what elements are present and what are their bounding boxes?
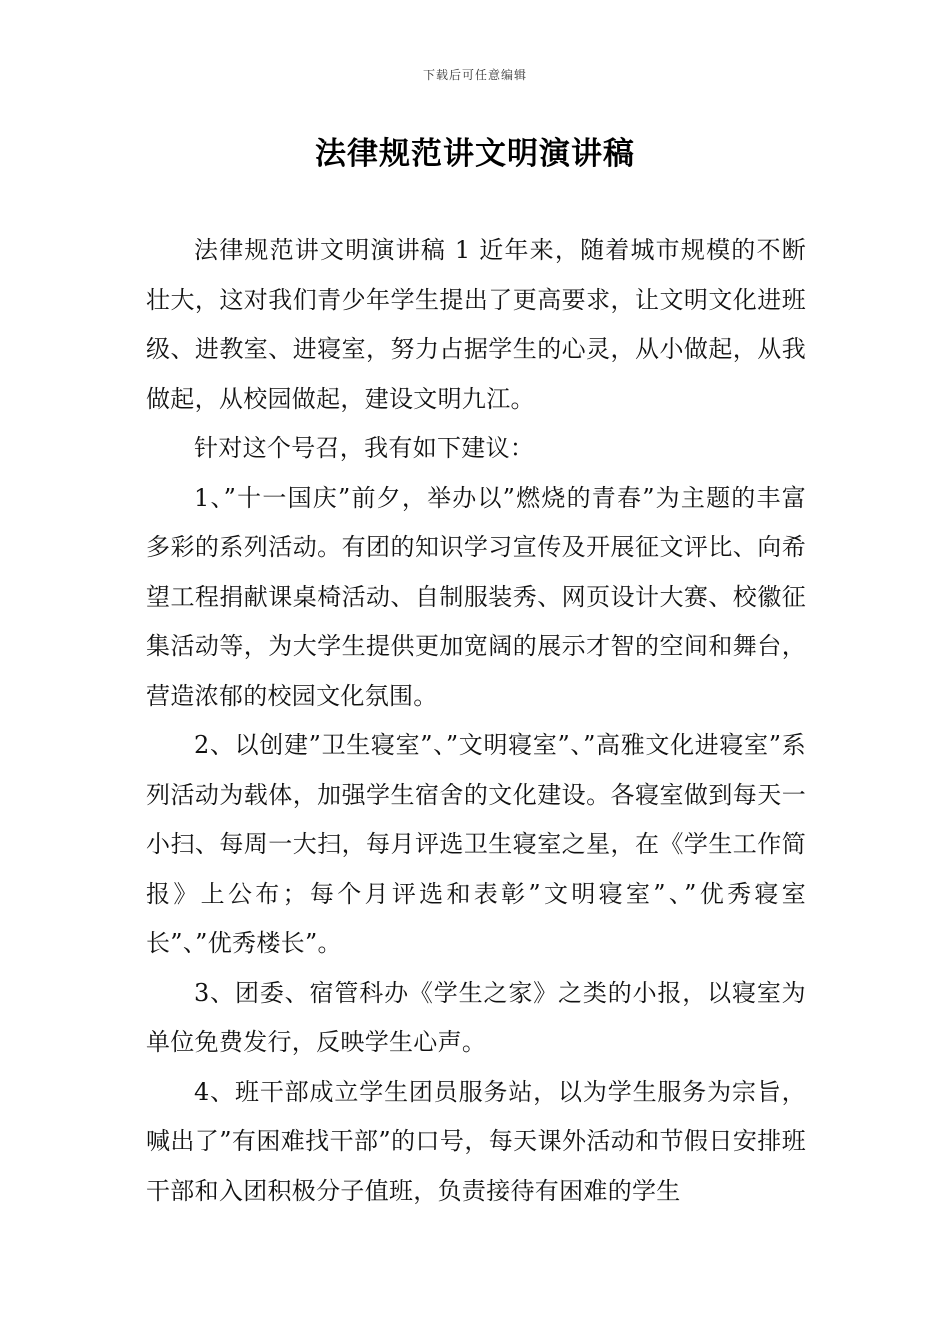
- paragraph-intro: 法律规范讲文明演讲稿 1 近年来，随着城市规模的不断壮大，这对我们青少年学生提出了更高要求，让文明文化进班级、进教室、进寝室，努力占据学生的心灵，从小做起，从我做起，从校园做起，建设文明九江。: [146, 236, 806, 413]
- paragraph-proposal-lead: 针对这个号召，我有如下建议：: [194, 434, 535, 462]
- header-note: 下载后可任意编辑: [422, 68, 527, 82]
- paragraph-suggestion-1: 1、”十一国庆”前夕，举办以”燃烧的青春”为主题的丰富多彩的系列活动。有团的知识学习宣传及开展征文评比、向希望工程捐献课桌椅活动、自制服装秀、网页设计大赛、校徽征集活动等，为大学生提供更加宽阔的展示才智的空间和舞台，营造浓郁的校园文化氛围。: [146, 483, 806, 710]
- paragraph-suggestion-2: 2、以创建”卫生寝室”、”文明寝室”、”高雅文化进寝室”系列活动为载体，加强学生宿舍的文化建设。各寝室做到每天一小扫、每周一大扫，每月评选卫生寝室之星，在《学生工作简报》上公布；每个月评选和表彰”文明寝室”、”优秀寝室长”、”优秀楼长”。: [146, 731, 806, 957]
- document-title: 法律规范讲文明演讲稿: [315, 136, 635, 172]
- paragraph-suggestion-3: 3、团委、宿管科办《学生之家》之类的小报，以寝室为单位免费发行，反映学生心声。: [146, 978, 806, 1056]
- document-body: [146, 226, 806, 1216]
- paragraph-suggestion-4: 4、班干部成立学生团员服务站，以为学生服务为宗旨，喊出了”有困难找干部”的口号，每天课外活动和节假日安排班干部和入团积极分子值班，负责接待有困难的学生: [146, 1077, 806, 1205]
